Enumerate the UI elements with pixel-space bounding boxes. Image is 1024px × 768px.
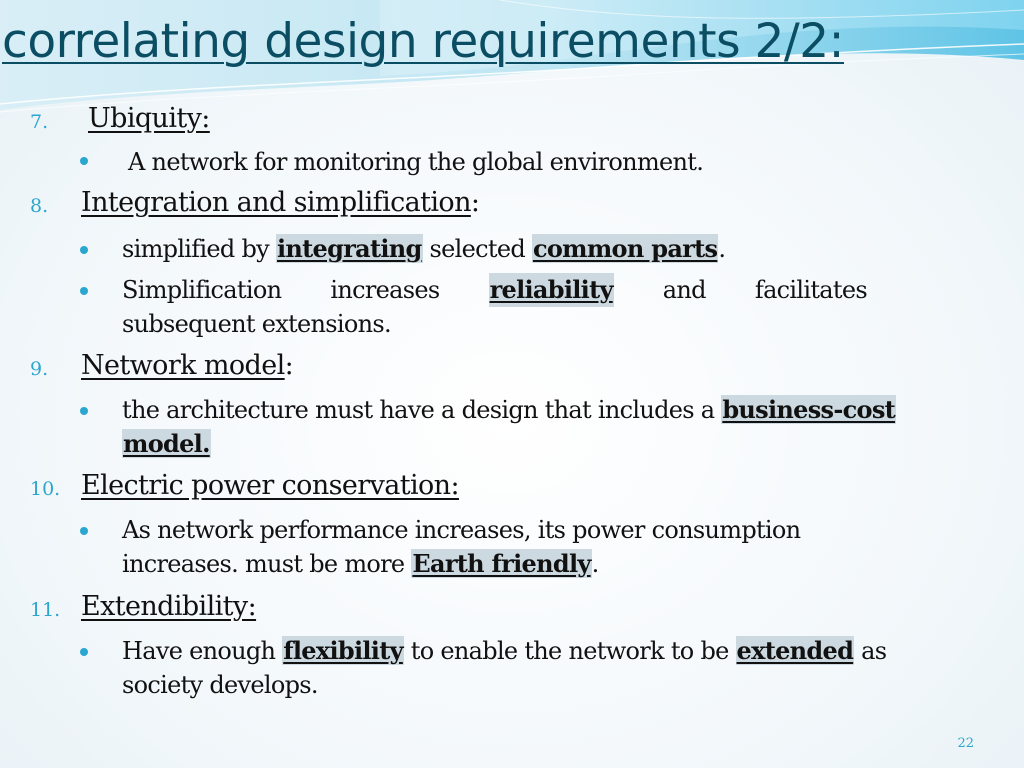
item-heading: Integration and simplification	[81, 187, 471, 218]
highlighted-term: common parts	[532, 234, 718, 263]
slide-number: 22	[957, 736, 974, 751]
item-number: 10.	[30, 478, 61, 500]
item-heading-row	[81, 187, 479, 218]
bullet-word: increases	[330, 276, 440, 304]
justified-line	[122, 273, 867, 307]
item-number: 7.	[30, 111, 49, 133]
bullet-word: and	[662, 276, 706, 304]
bullet-text	[122, 513, 800, 581]
heading-suffix: :	[284, 350, 294, 381]
bullet-dot	[80, 527, 88, 535]
bullet-text-segment: .	[591, 550, 599, 578]
bullet-dot	[80, 648, 88, 656]
bullet-word: facilitates	[754, 276, 867, 304]
highlighted-term: extended	[736, 636, 854, 665]
bullet-text-segment: .	[718, 235, 726, 263]
item-number: 9.	[30, 358, 49, 380]
bullet-word: Simplification	[122, 276, 282, 304]
bullet-dot	[80, 287, 88, 295]
bullet-dot	[80, 246, 88, 254]
bullet-text	[122, 393, 896, 461]
item-heading: Electric power conservation:	[81, 470, 459, 501]
bullet-line: subsequent extensions.	[122, 310, 391, 338]
bullet-text-segment: simplified by	[122, 235, 276, 263]
bullet-dot	[80, 407, 88, 415]
item-number: 8.	[30, 195, 49, 217]
bullet-text-segment: A network for monitoring the global environment.	[128, 148, 704, 176]
bullet-dot	[80, 157, 88, 165]
highlighted-term: integrating	[276, 234, 422, 263]
bullet-text	[128, 145, 703, 179]
bullet-text-segment: to enable the network to be	[403, 637, 736, 665]
bullet-text-segment: as	[854, 637, 887, 665]
bullet-text	[122, 273, 867, 341]
item-heading: Network model	[81, 350, 285, 381]
highlighted-term: model.	[123, 429, 210, 458]
heading-suffix: :	[470, 187, 480, 218]
highlighted-term: flexibility	[283, 636, 403, 665]
highlighted-term: Earth friendly	[412, 549, 591, 578]
bullet-line: As network performance increases, its power consumption	[122, 516, 801, 544]
slide-title: correlating design requirements 2/2:	[2, 14, 844, 69]
bullet-text	[122, 634, 886, 702]
bullet-text-segment: selected	[422, 235, 532, 263]
item-heading: Ubiquity:	[88, 103, 210, 134]
bullet-text-segment: Have enough	[122, 637, 283, 665]
highlighted-term: business-cost	[722, 395, 896, 424]
highlighted-term: reliability	[489, 273, 614, 307]
bullet-text-segment: increases. must be more	[122, 550, 412, 578]
item-number: 11.	[30, 599, 61, 621]
item-heading-row	[81, 350, 293, 381]
bullet-text	[122, 232, 725, 266]
bullet-line: society develops.	[122, 671, 318, 699]
bullet-text-segment: the architecture must have a design that includes a	[122, 396, 722, 424]
item-heading: Extendibility:	[81, 591, 257, 622]
